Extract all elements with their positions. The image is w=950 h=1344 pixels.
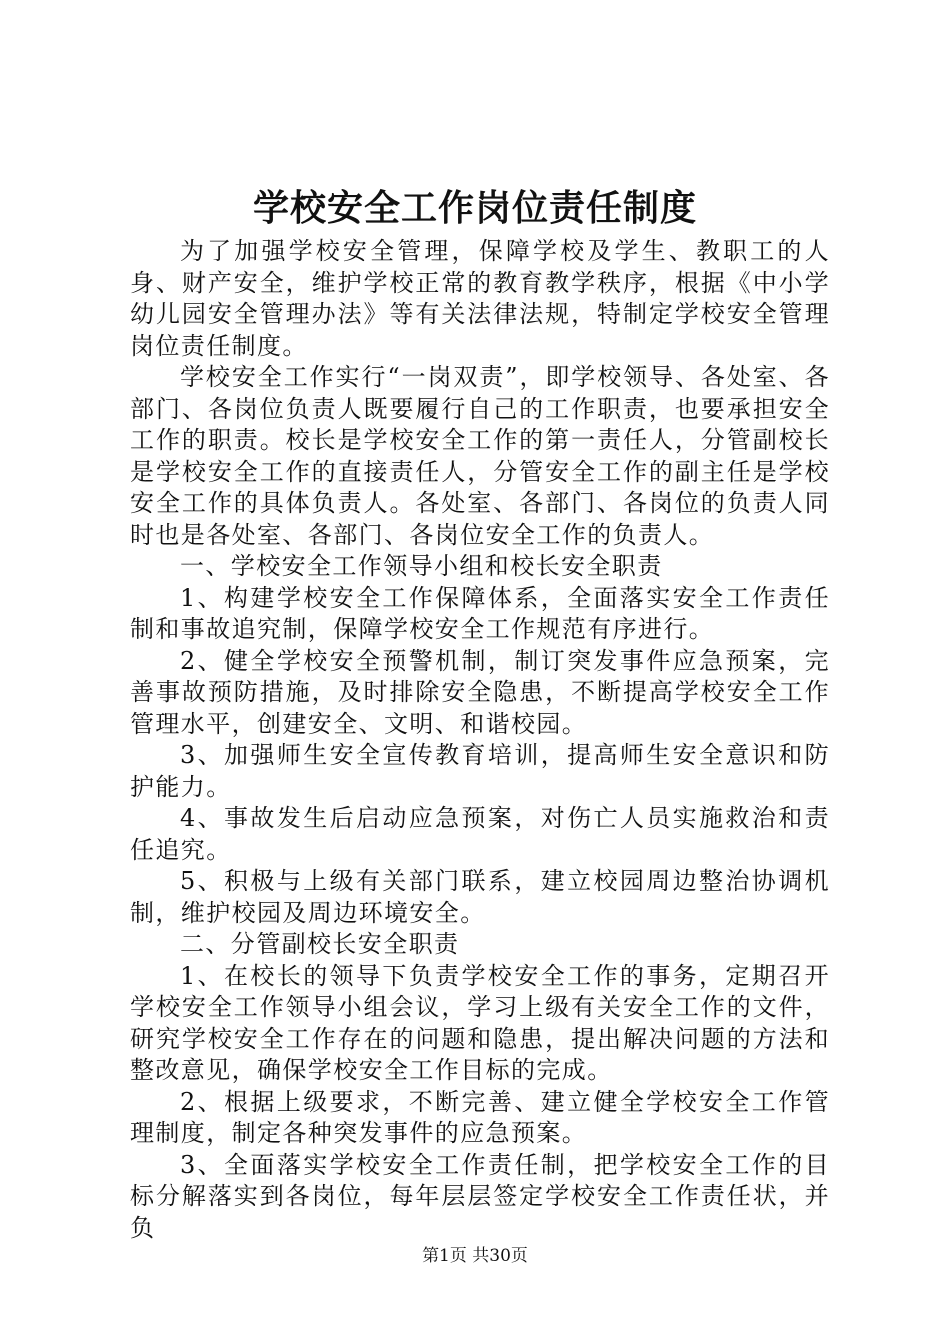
page-number-footer: 第1页 共30页 (422, 1246, 528, 1266)
list-item: 1、构建学校安全工作保障体系，全面落实安全工作责任制和事故追究制，保障学校安全工作规范有序进行。 (130, 583, 830, 643)
list-item: 2、根据上级要求，不断完善、建立健全学校安全工作管理制度，制定各种突发事件的应急预案。 (130, 1087, 830, 1147)
section-heading-2: 二、分管副校长安全职责 (180, 930, 460, 958)
list-item: 3、全面落实学校安全工作责任制，把学校安全工作的目标分解落实到各岗位，每年层层签定学校安全工作责任状，并负 (130, 1150, 830, 1242)
list-item: 5、积极与上级有关部门联系，建立校园周边整治协调机制，维护校园及周边环境安全。 (130, 867, 830, 927)
list-item: 3、加强师生安全宣传教育培训，提高师生安全意识和防护能力。 (130, 741, 830, 801)
list-item: 2、健全学校安全预警机制，制订突发事件应急预案，完善事故预防措施，及时排除安全隐患，不断提高学校安全工作管理水平，创建安全、文明、和谐校园。 (130, 646, 830, 738)
list-item: 1、在校长的领导下负责学校安全工作的事务，定期召开学校安全工作领导小组会议，学习上级有关安全工作的文件，研究学校安全工作存在的问题和隐患，提出解决问题的方法和整改意见，确保学校安全工作目标的完成。 (130, 961, 830, 1084)
paragraph-responsibility: 学校安全工作实行“一岗双责”，即学校领导、各处室、各部门、各岗位负责人既要履行自己的工作职责，也要承担安全工作的职责。校长是学校安全工作的第一责任人，分管副校长是学校安全工作的直接责任人，分管安全工作的副主任是学校安全工作的具体负责人。各处室、各部门、各岗位的负责人同时也是各处室、各部门、各岗位安全工作的负责人。 (130, 363, 830, 549)
list-item: 4、事故发生后启动应急预案，对伤亡人员实施救治和责任追究。 (130, 804, 830, 864)
section-heading-1: 一、学校安全工作领导小组和校长安全职责 (180, 552, 663, 580)
document-body (130, 236, 830, 1244)
paragraph-intro: 为了加强学校安全管理，保障学校及学生、教职工的人身、财产安全，维护学校正常的教育教学秩序，根据《中小学幼儿园安全管理办法》等有关法律法规，特制定学校安全管理岗位责任制度。 (130, 237, 830, 360)
document-title: 学校安全工作岗位责任制度 (252, 187, 697, 229)
